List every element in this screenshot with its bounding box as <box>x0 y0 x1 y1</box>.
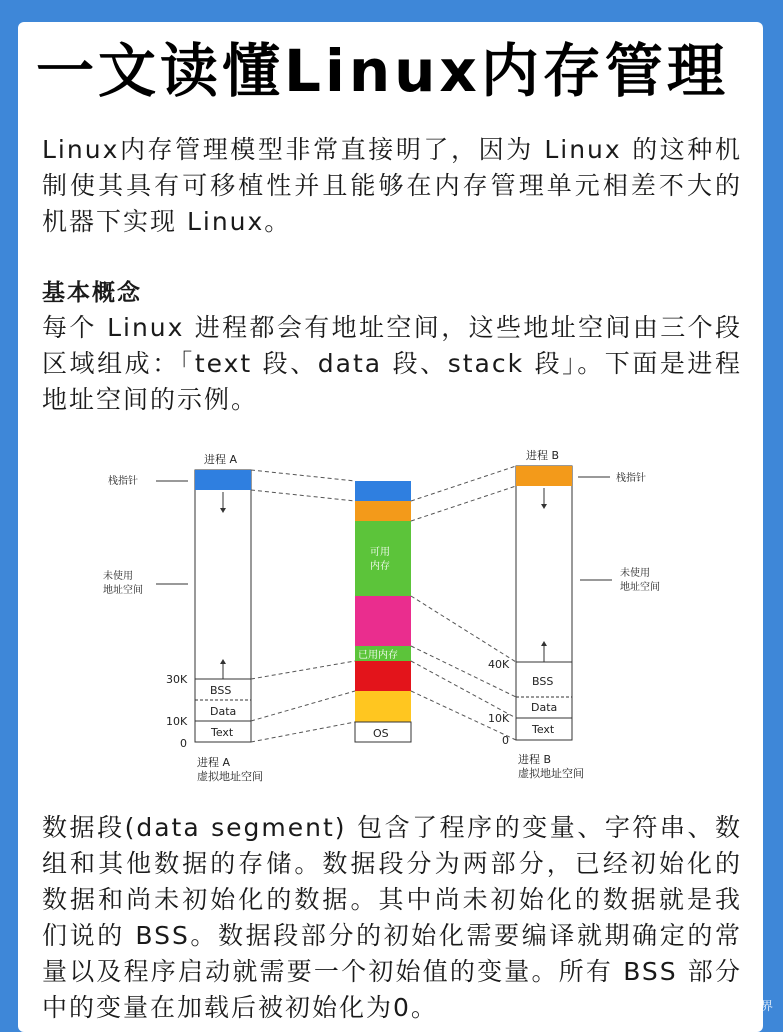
proc-b-40k: 40K <box>488 658 510 671</box>
proc-a-text: Text <box>211 726 234 739</box>
mapping-lines-b <box>411 466 516 740</box>
mem-pink-block <box>355 596 411 646</box>
section-heading: 基本概念 <box>42 280 142 306</box>
proc-b-caption-2: 虚拟地址空间 <box>518 767 584 780</box>
proc-a-data: Data <box>210 705 237 718</box>
proc-a-10k: 10K <box>166 715 188 728</box>
mem-green-block <box>355 521 411 596</box>
proc-b-unused-1: 未使用 <box>620 568 650 579</box>
mem-blue-block <box>355 481 411 501</box>
proc-a-0: 0 <box>180 737 187 750</box>
mem-red-block <box>355 661 411 691</box>
proc-b-stack-ptr: 栈指针 <box>616 473 646 484</box>
mem-orange-block <box>355 501 411 521</box>
proc-b-title: 进程 B <box>526 449 560 462</box>
proc-a-caption-1: 进程 A <box>197 756 231 769</box>
proc-a-caption-2: 虚拟地址空间 <box>197 770 263 783</box>
proc-a-30k: 30K <box>166 673 188 686</box>
watermark: CSDN @晖度丨安全视界 <box>638 999 773 1013</box>
mem-used-label: 已用内存 <box>358 650 398 661</box>
proc-b-data: Data <box>531 701 558 714</box>
proc-a-stack-ptr: 栈指针 <box>108 476 138 487</box>
proc-b-stack <box>516 466 572 486</box>
body-paragraph: 数据段(data segment) 包含了程序的变量、字符串、数组和其他数据的存储。数据段分为两部分，已经初始化的数据和尚未初始化的数据。其中尚未初始化的数据就是我们说的 BSS。数据段部分的初始化需要编译就期确定的常量以及程序启动就需要一个初始值的变量。所有 BSS 部分中的变量在加载后被初始化为0。 <box>42 813 742 1022</box>
mem-yellow-block <box>355 691 411 722</box>
mem-avail-1: 可用 <box>370 547 390 558</box>
proc-a-unused-2: 地址空间 <box>103 585 143 596</box>
intro-paragraph: Linux内存管理模型非常直接明了，因为 Linux 的这种机制使其具有可移植性并且能够在内存管理单元相差不大的机器下实现 Linux。 <box>42 135 742 236</box>
proc-b-bss: BSS <box>532 675 554 688</box>
proc-b-caption-1: 进程 B <box>518 753 552 766</box>
section-paragraph: 每个 Linux 进程都会有地址空间，这些地址空间由三个段区域组成：「text 段、data 段、stack 段」。下面是进程地址空间的示例。 <box>42 313 742 414</box>
address-space-diagram <box>18 22 763 802</box>
proc-a-title: 进程 A <box>204 453 238 466</box>
proc-b-unused-2: 地址空间 <box>620 582 660 593</box>
proc-b-0: 0 <box>502 734 509 747</box>
proc-b-text: Text <box>532 723 555 736</box>
proc-a-stack <box>195 470 251 490</box>
page-title: 一文读懂Linux内存管理 <box>36 37 729 105</box>
mapping-lines-a <box>251 470 355 742</box>
mem-avail-2: 内存 <box>370 561 390 572</box>
proc-b-10k: 10K <box>488 712 510 725</box>
proc-a-unused-1: 未使用 <box>103 571 133 582</box>
proc-a-bss: BSS <box>210 684 232 697</box>
article-card <box>18 22 763 1032</box>
mem-os-label: OS <box>373 727 389 740</box>
